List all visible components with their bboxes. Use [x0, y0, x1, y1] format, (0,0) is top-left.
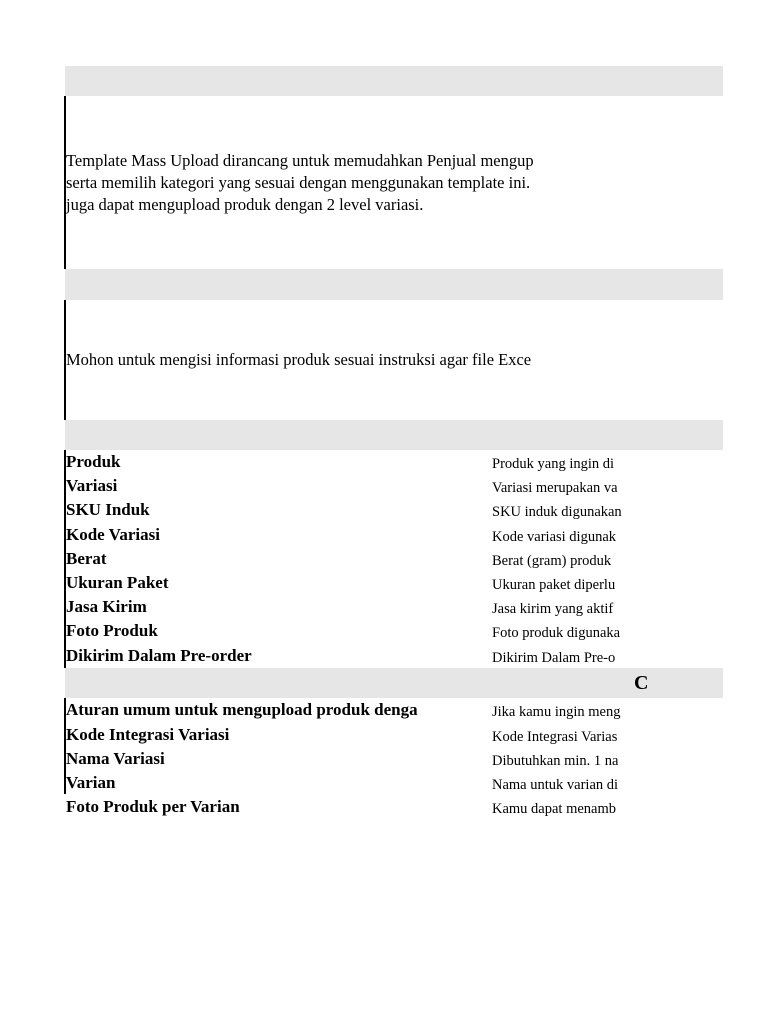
term-berat: Berat	[66, 549, 107, 568]
term-jasa-kirim: Jasa Kirim	[66, 597, 147, 616]
intro-line-2: serta memilih kategori yang sesuai dengan menggunakan template ini.	[66, 173, 531, 192]
desc-jasa-kirim: Jasa kirim yang aktif	[492, 601, 614, 617]
header-band-glossary	[65, 420, 723, 450]
term-aturan-umum: Aturan umum untuk mengupload produk denga	[66, 700, 418, 719]
term-varian: Varian	[66, 773, 116, 792]
desc-foto-produk: Foto produk digunaka	[492, 625, 621, 641]
desc-berat: Berat (gram) produk	[492, 553, 612, 569]
desc-varian: Nama untuk varian di	[492, 777, 619, 793]
desc-nama-variasi: Dibutuhkan min. 1 na	[492, 753, 619, 769]
desc-foto-produk-per-varian: Kamu dapat menamb	[492, 801, 617, 817]
desc-produk: Produk yang ingin di	[492, 456, 615, 472]
header-band-intro	[65, 66, 723, 96]
intro-line-1: Template Mass Upload dirancang untuk memudahkan Penjual mengup	[66, 151, 534, 170]
term-produk: Produk	[66, 452, 121, 471]
desc-ukuran-paket: Ukuran paket diperlu	[492, 577, 616, 593]
term-dikirim-pre-order: Dikirim Dalam Pre-order	[66, 646, 252, 665]
term-foto-produk: Foto Produk	[66, 621, 158, 640]
header-band-variation	[65, 668, 723, 698]
term-ukuran-paket: Ukuran Paket	[66, 573, 169, 592]
instruction-text: Mohon untuk mengisi informasi produk sesuai instruksi agar file Exce	[66, 350, 532, 369]
desc-sku-induk: SKU induk digunakan	[492, 504, 622, 520]
desc-dikirim-pre-order: Dikirim Dalam Pre-o	[492, 650, 616, 666]
header-band-instruction	[65, 269, 723, 300]
variation-section-title: C	[634, 672, 648, 694]
term-variasi: Variasi	[66, 476, 118, 495]
desc-kode-integrasi-variasi: Kode Integrasi Varias	[492, 729, 618, 745]
desc-aturan-umum: Jika kamu ingin meng	[492, 704, 621, 720]
term-kode-variasi: Kode Variasi	[66, 525, 160, 544]
term-kode-integrasi-variasi: Kode Integrasi Variasi	[66, 725, 230, 744]
term-nama-variasi: Nama Variasi	[66, 749, 165, 768]
term-foto-produk-per-varian: Foto Produk per Varian	[66, 797, 240, 816]
desc-variasi: Variasi merupakan va	[492, 480, 618, 496]
term-sku-induk: SKU Induk	[66, 500, 150, 519]
desc-kode-variasi: Kode variasi digunak	[492, 529, 617, 545]
intro-line-3: juga dapat mengupload produk dengan 2 level variasi.	[66, 195, 424, 214]
